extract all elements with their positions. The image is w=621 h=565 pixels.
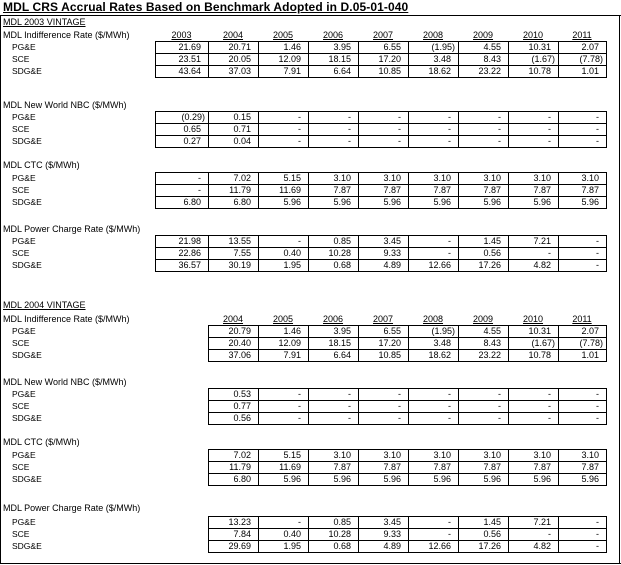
value-cell: 0.65 [183,124,201,134]
value-cell: - [596,413,599,423]
value-cell: 3.10 [533,450,551,460]
value-cell: - [596,517,599,527]
value-cell: 17.20 [378,338,401,348]
value-cell: 7.91 [283,66,301,76]
value-cell: 4.55 [483,326,501,336]
value-cell: - [348,124,351,134]
value-cell: 3.45 [383,517,401,527]
value-cell: - [398,413,401,423]
outer-left-border [0,15,1,564]
value-cell: 30.19 [228,260,251,270]
value-cell: 1.01 [581,66,599,76]
value-cell: 20.05 [228,54,251,64]
value-cell: - [498,136,501,146]
value-cell: 20.79 [228,326,251,336]
value-cell: 10.85 [378,350,401,360]
value-cell: 7.91 [283,350,301,360]
outer-bottom-border [0,563,621,564]
row-label: PG&E [12,517,36,527]
value-cell: 7.02 [233,450,251,460]
value-cell: - [298,413,301,423]
year-header: 2005 [272,30,294,40]
outer-right-border [619,15,620,564]
value-cell: 37.06 [228,350,251,360]
value-cell: 9.33 [383,248,401,258]
value-cell: - [448,401,451,411]
value-cell: 4.55 [483,42,501,52]
row-label: SCE [12,248,30,258]
section-label: MDL New World NBC ($/MWh) [3,100,127,110]
year-header: 2011 [572,314,592,324]
year-header: 2010 [522,314,544,324]
value-cell: 21.69 [178,42,201,52]
value-cell: (1.67) [531,338,555,348]
value-cell: - [298,517,301,527]
value-cell: - [596,136,599,146]
value-cell: - [298,401,301,411]
section-label: MDL Indifference Rate ($/MWh) [3,314,130,324]
vintage-heading: MDL 2004 VINTAGE [3,300,86,310]
year-header: 2011 [572,30,592,40]
value-cell: - [348,112,351,122]
value-cell: 6.55 [383,326,401,336]
year-header: 2003 [171,30,192,40]
value-cell: (0.29) [181,112,205,122]
value-cell: 2.07 [581,326,599,336]
value-cell: 12.09 [278,338,301,348]
value-cell: 6.64 [333,350,351,360]
value-cell: 12.66 [428,260,451,270]
value-cell: 0.27 [183,136,201,146]
value-cell: 7.84 [233,529,251,539]
value-cell: 7.87 [433,185,451,195]
value-cell: 3.10 [333,450,351,460]
value-cell: 7.87 [383,185,401,195]
row-label: SCE [12,54,30,64]
value-cell: 0.53 [233,389,251,399]
value-cell: 7.87 [483,462,501,472]
value-cell: 5.96 [581,197,599,207]
value-cell: 5.96 [333,474,351,484]
year-header: 2009 [472,314,494,324]
value-cell: - [348,136,351,146]
value-cell: 36.57 [178,260,201,270]
value-cell: - [498,389,501,399]
value-cell: 5.96 [533,197,551,207]
value-cell: - [448,136,451,146]
value-cell: 0.56 [483,529,501,539]
value-cell: 9.33 [383,529,401,539]
row-label: SCE [12,462,30,472]
value-cell: - [596,401,599,411]
value-cell: - [198,173,201,183]
value-cell: 20.40 [228,338,251,348]
value-cell: 13.55 [228,236,251,246]
value-cell: 11.69 [279,462,301,472]
value-cell: 5.96 [533,474,551,484]
value-cell: 6.80 [233,474,251,484]
value-cell: 4.82 [533,260,551,270]
value-cell: 7.87 [433,462,451,472]
vintage-heading: MDL 2003 VINTAGE [3,17,86,27]
value-cell: 0.85 [333,517,351,527]
value-cell: - [298,136,301,146]
value-cell: 3.95 [333,326,351,336]
value-cell: 18.62 [428,66,451,76]
value-cell: 11.79 [229,462,251,472]
value-cell: 0.68 [333,541,351,551]
value-cell: 10.31 [528,42,551,52]
value-cell: 7.87 [333,185,351,195]
value-cell: - [398,389,401,399]
value-cell: - [298,389,301,399]
value-cell: 22.86 [178,248,201,258]
value-cell: - [596,236,599,246]
value-cell: - [498,413,501,423]
value-cell: - [398,401,401,411]
value-cell: 7.21 [533,517,551,527]
value-cell: 37.03 [228,66,251,76]
value-cell: - [298,124,301,134]
year-header: 2008 [422,314,444,324]
row-label: SCE [12,124,30,134]
value-cell: 17.26 [478,541,501,551]
value-cell: 10.31 [528,326,551,336]
section-label: MDL Power Charge Rate ($/MWh) [3,224,141,234]
value-cell: - [298,112,301,122]
value-cell: 0.04 [233,136,251,146]
value-cell: - [448,389,451,399]
value-cell: 20.71 [228,42,251,52]
value-cell: 17.26 [478,260,501,270]
row-label: SDG&E [12,413,42,423]
value-cell: - [548,124,551,134]
row-label: SCE [12,529,30,539]
value-cell: 18.62 [428,350,451,360]
value-cell: - [596,124,599,134]
year-header: 2007 [372,30,394,40]
row-divider [155,123,607,124]
value-cell: (1.67) [531,54,555,64]
year-header: 2010 [522,30,544,40]
row-label: PG&E [12,326,36,336]
value-cell: 7.55 [233,248,251,258]
value-cell: 6.80 [183,197,201,207]
section-label: MDL New World NBC ($/MWh) [3,377,127,387]
row-label: PG&E [12,112,36,122]
row-label: SCE [12,401,30,411]
value-cell: 0.85 [333,236,351,246]
year-header: 2008 [422,30,444,40]
value-cell: - [398,124,401,134]
section-label: MDL CTC ($/MWh) [3,437,80,447]
value-cell: - [498,401,501,411]
value-cell: 8.43 [483,338,501,348]
value-cell: 6.64 [333,66,351,76]
value-cell: - [398,112,401,122]
row-label: PG&E [12,450,36,460]
value-cell: - [398,136,401,146]
value-cell: 0.71 [233,124,251,134]
value-cell: 7.21 [533,236,551,246]
value-cell: 3.45 [383,236,401,246]
outer-top-border [0,15,621,16]
value-cell: 7.02 [233,173,251,183]
value-cell: 12.66 [428,541,451,551]
year-header: 2004 [222,314,244,324]
value-cell: 12.09 [278,54,301,64]
year-header: 2006 [322,314,344,324]
value-cell: 0.77 [233,401,251,411]
value-cell: 21.98 [178,236,201,246]
value-cell: 5.15 [283,173,301,183]
value-cell: 2.07 [581,42,599,52]
value-cell: - [596,529,599,539]
value-cell: 18.15 [328,338,351,348]
value-cell: 5.96 [333,197,351,207]
value-cell: 5.96 [283,474,301,484]
value-cell: (7.78) [579,54,603,64]
value-cell: 7.87 [333,462,351,472]
value-cell: 11.69 [279,185,301,195]
value-cell: 43.64 [178,66,201,76]
value-cell: 5.15 [283,450,301,460]
value-cell: - [448,529,451,539]
value-cell: 0.15 [233,112,251,122]
value-cell: 7.87 [581,185,599,195]
value-cell: 29.69 [228,541,251,551]
value-cell: 1.01 [581,350,599,360]
value-cell: 3.10 [383,173,401,183]
value-cell: 3.10 [483,450,501,460]
value-cell: - [548,401,551,411]
value-cell: 8.43 [483,54,501,64]
value-cell: 3.10 [581,450,599,460]
section-label: MDL Indifference Rate ($/MWh) [3,30,130,40]
row-label: PG&E [12,42,36,52]
value-cell: - [448,124,451,134]
value-cell: 17.20 [378,54,401,64]
value-cell: - [448,248,451,258]
value-cell: 3.48 [433,54,451,64]
value-cell: 3.10 [483,173,501,183]
value-cell: - [448,236,451,246]
value-cell: 18.15 [328,54,351,64]
value-cell: - [298,236,301,246]
value-cell: 5.96 [433,474,451,484]
section-label: MDL Power Charge Rate ($/MWh) [3,503,141,513]
value-cell: 3.10 [333,173,351,183]
value-cell: 23.22 [478,350,501,360]
year-header: 2007 [372,314,394,324]
value-cell: 7.87 [581,462,599,472]
value-cell: 6.80 [233,197,251,207]
value-cell: 5.96 [383,197,401,207]
value-cell: 3.10 [533,173,551,183]
value-cell: 10.78 [528,66,551,76]
year-header: 2005 [272,314,294,324]
value-cell: - [198,185,201,195]
value-cell: - [596,248,599,258]
value-cell: 0.40 [283,248,301,258]
value-cell: 4.89 [383,260,401,270]
value-cell: - [448,112,451,122]
row-divider [155,135,607,136]
value-cell: 23.22 [478,66,501,76]
value-cell: 3.48 [433,338,451,348]
value-cell: 10.28 [328,248,351,258]
value-cell: 5.96 [483,197,501,207]
value-cell: 3.10 [433,450,451,460]
value-cell: - [448,413,451,423]
value-cell: 5.96 [433,197,451,207]
value-cell: 3.10 [581,173,599,183]
sheet-title: MDL CRS Accrual Rates Based on Benchmark Adopted in D.05-01-040 [3,0,409,14]
value-cell: - [596,112,599,122]
value-cell: 0.56 [483,248,501,258]
value-cell: 0.56 [233,413,251,423]
value-cell: - [448,517,451,527]
row-label: SDG&E [12,136,42,146]
value-cell: 6.55 [383,42,401,52]
row-label: SDG&E [12,260,42,270]
value-cell: 0.40 [283,529,301,539]
year-header: 2004 [222,30,244,40]
value-cell: - [548,389,551,399]
value-cell: 23.51 [178,54,201,64]
value-cell: 13.23 [228,517,251,527]
value-cell: 7.87 [533,185,551,195]
value-cell: - [498,112,501,122]
value-cell: 4.89 [383,541,401,551]
value-cell: 11.79 [229,185,251,195]
value-cell: 3.95 [333,42,351,52]
row-label: SCE [12,338,30,348]
value-cell: - [596,260,599,270]
year-header: 2009 [472,30,494,40]
value-cell: 10.85 [378,66,401,76]
value-cell: (1.95) [431,326,455,336]
row-label: PG&E [12,389,36,399]
value-cell: 7.87 [383,462,401,472]
value-cell: - [348,413,351,423]
value-cell: - [548,248,551,258]
year-header: 2006 [322,30,344,40]
value-cell: - [548,529,551,539]
row-label: SDG&E [12,474,42,484]
value-cell: 7.87 [483,185,501,195]
section-label: MDL CTC ($/MWh) [3,160,80,170]
value-cell: - [596,541,599,551]
row-label: SDG&E [12,350,42,360]
value-cell: 1.46 [283,326,301,336]
value-cell: 5.96 [383,474,401,484]
row-label: SDG&E [12,541,42,551]
value-cell: - [348,401,351,411]
value-cell: 4.82 [533,541,551,551]
value-cell: - [548,112,551,122]
value-cell: 0.68 [333,260,351,270]
row-label: SDG&E [12,66,42,76]
row-label: PG&E [12,173,36,183]
row-label: PG&E [12,236,36,246]
value-cell: 5.96 [581,474,599,484]
value-cell: (7.78) [579,338,603,348]
value-cell: 5.96 [283,197,301,207]
value-cell: 10.78 [528,350,551,360]
value-cell: - [348,389,351,399]
value-cell: - [548,413,551,423]
row-label: SCE [12,185,30,195]
value-cell: 1.45 [483,236,501,246]
value-cell: - [548,136,551,146]
row-label: SDG&E [12,197,42,207]
value-cell: 5.96 [483,474,501,484]
value-cell: 1.95 [283,260,301,270]
value-cell: 1.45 [483,517,501,527]
value-cell: 3.10 [433,173,451,183]
value-cell: 3.10 [383,450,401,460]
value-cell: - [498,124,501,134]
row-divider [155,247,607,248]
value-cell: 1.95 [283,541,301,551]
value-cell: 10.28 [328,529,351,539]
value-cell: 1.46 [283,42,301,52]
value-cell: (1.95) [431,42,455,52]
value-cell: - [596,389,599,399]
value-cell: 7.87 [533,462,551,472]
